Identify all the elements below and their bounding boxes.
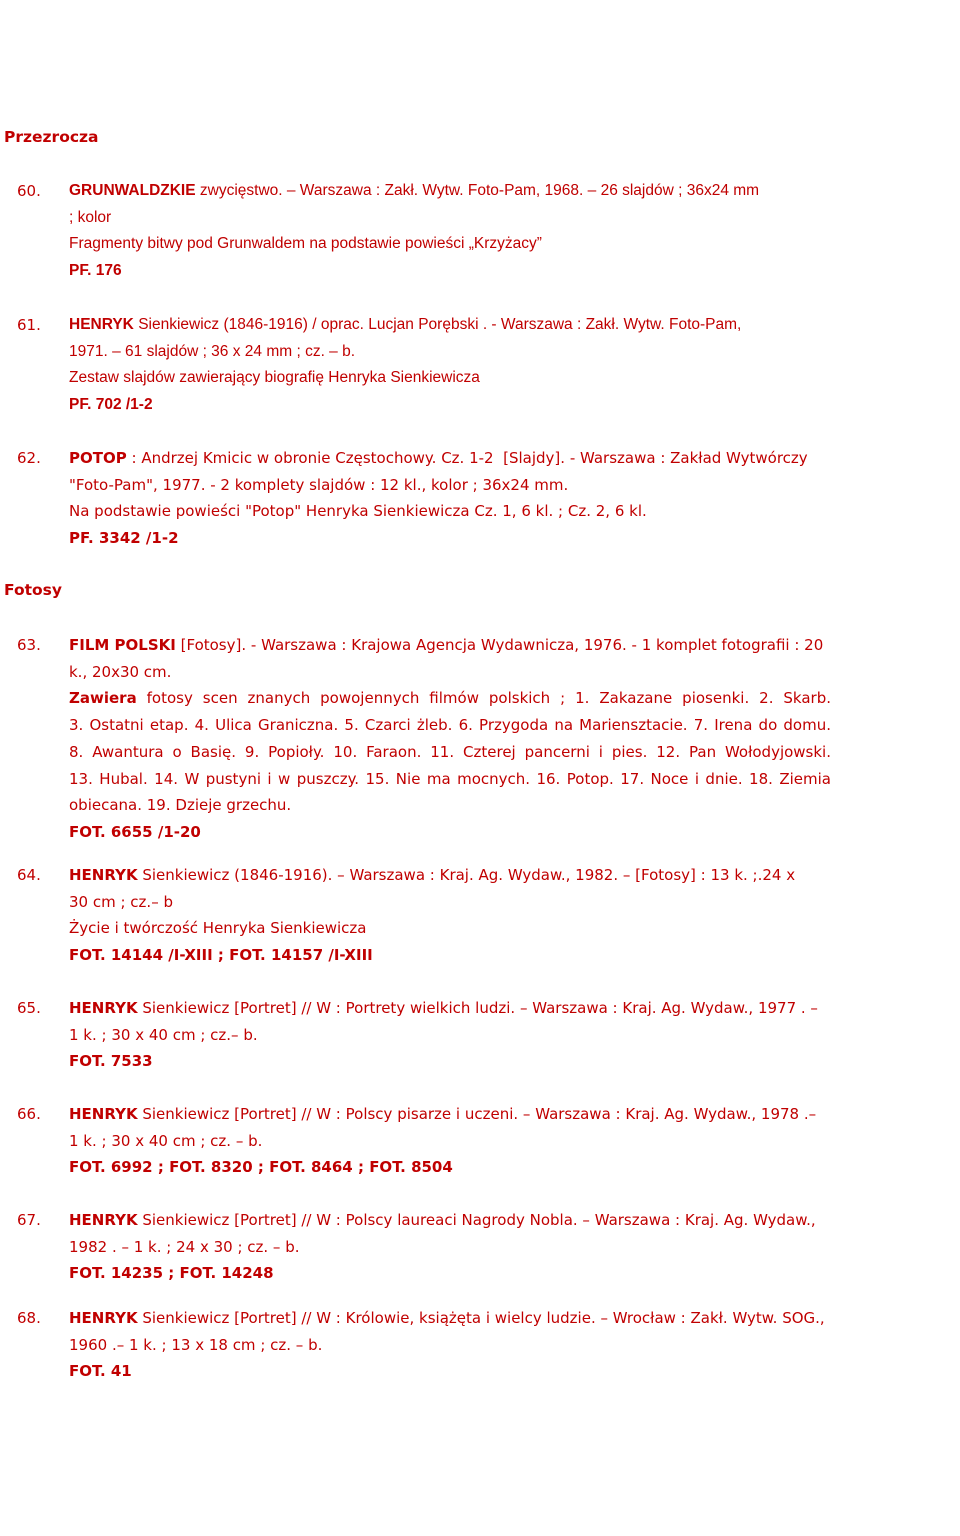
entry-description-cont: k., 20x30 cm. (69, 662, 172, 681)
entry-description: Sienkiewicz [Portret] // W : Portrety wielkich ludzi. – Warszawa : Kraj. Ag. Wydaw., 1977 . – (137, 999, 818, 1017)
entry-body (69, 1207, 831, 1287)
entry-signature: PF. 176 (69, 262, 122, 280)
entry-description: Sienkiewicz (1846-1916). – Warszawa : Kraj. Ag. Wydaw., 1982. – [Fotosy] : 13 k. ;.24 x (137, 866, 796, 884)
entry-title: HENRYK (69, 999, 138, 1017)
entry-signature: FOT. 14144 /I-XIII ; FOT. 14157 /I-XIII (69, 946, 373, 965)
entry-description-cont: ; kolor (69, 208, 112, 226)
entry-title: FILM POLSKI (69, 636, 176, 654)
entry-body (69, 632, 831, 846)
entry-number: 62. (17, 449, 41, 467)
entry-description-cont: 1982 . – 1 k. ; 24 x 30 ; cz. – b. (69, 1237, 300, 1256)
entry-signature: PF. 3342 /1-2 (69, 529, 179, 548)
entry-description-cont: 1960 .– 1 k. ; 13 x 18 cm ; cz. – b. (69, 1335, 323, 1354)
entry-body (69, 1101, 831, 1181)
entry-contents-cont: obiecana. 19. Dzieje grzechu. (69, 796, 292, 815)
section-heading-fotosy: Fotosy (4, 581, 62, 599)
entry-description: [Fotosy]. - Warszawa : Krajowa Agencja Wydawnicza, 1976. - 1 komplet fotografii : 20 (175, 636, 824, 654)
entry-body (69, 312, 831, 419)
entry-description-cont: 1 k. ; 30 x 40 cm ; cz.– b. (69, 1025, 258, 1044)
entry-description: Sienkiewicz [Portret] // W : Królowie, książęta i wielcy ludzie. – Wrocław : Zakł. Wytw. SOG., (137, 1309, 825, 1327)
entry-contents-cont: 13. Hubal. 14. W pustyni i w puszczy. 15. Nie ma mocnych. 16. Potop. 17. Noce i dnie. 18. Ziemia (69, 769, 831, 788)
entry-body (69, 1305, 831, 1385)
entry-signature: FOT. 41 (69, 1362, 132, 1381)
entry-description: zwycięstwo. – Warszawa : Zakł. Wytw. Foto-Pam, 1968. – 26 slajdów ; 36x24 mm (195, 182, 760, 199)
entry-title: POTOP (69, 449, 127, 467)
entry-description-cont: "Foto-Pam", 1977. - 2 komplety slajdów : 12 kl., kolor ; 36x24 mm. (69, 475, 569, 494)
entry-description: Sienkiewicz [Portret] // W : Polscy laureaci Nagrody Nobla. – Warszawa : Kraj. Ag. Wydaw., (137, 1211, 816, 1229)
entry-number: 66. (17, 1105, 41, 1123)
entry-title: HENRYK (69, 866, 138, 884)
entry-signature: PF. 702 /1-2 (69, 396, 153, 414)
entry-contents-label: Zawiera (69, 689, 137, 708)
entry-note: Fragmenty bitwy pod Grunwaldem na podstawie powieści „Krzyżacy” (69, 235, 542, 253)
entry-number: 65. (17, 999, 41, 1017)
entry-number: 64. (17, 866, 41, 884)
entry-title: HENRYK (69, 1211, 138, 1229)
entry-body (69, 995, 831, 1075)
section-heading-przezrocza: Przezrocza (4, 128, 99, 146)
entry-number: 63. (17, 636, 41, 654)
entry-contents-cont: 8. Awantura o Basię. 9. Popioły. 10. Faraon. 11. Czterej pancerni i pies. 12. Pan Wołodyjowski. (69, 742, 831, 761)
entry-title: HENRYK (69, 1105, 138, 1123)
entry-description: Sienkiewicz [Portret] // W : Polscy pisarze i uczeni. – Warszawa : Kraj. Ag. Wydaw., 1978 .– (137, 1105, 817, 1123)
entry-body (69, 178, 831, 285)
entry-body (69, 445, 831, 552)
entry-note: Na podstawie powieści "Potop" Henryka Sienkiewicza Cz. 1, 6 kl. ; Cz. 2, 6 kl. (69, 502, 647, 521)
entry-signature: FOT. 14235 ; FOT. 14248 (69, 1264, 274, 1283)
entry-description-cont: 1 k. ; 30 x 40 cm ; cz. – b. (69, 1131, 263, 1150)
entry-number: 68. (17, 1309, 41, 1327)
entry-note: Zestaw slajdów zawierający biografię Henryka Sienkiewicza (69, 369, 480, 387)
entry-note: Życie i twórczość Henryka Sienkiewicza (69, 919, 367, 938)
entry-number: 61. (17, 316, 41, 334)
entry-description: Sienkiewicz (1846-1916) / oprac. Lucjan Porębski . - Warszawa : Zakł. Wytw. Foto-Pam, (133, 316, 742, 333)
entry-title: HENRYK (69, 316, 134, 333)
entry-title: GRUNWALDZKIE (69, 182, 196, 199)
entry-contents: fotosy scen znanych powojennych filmów polskich ; 1. Zakazane piosenki. 2. Skarb. (136, 689, 831, 708)
entry-number: 60. (17, 182, 41, 200)
entry-description: : Andrzej Kmicic w obronie Częstochowy. Cz. 1-2 [Slajdy]. - Warszawa : Zakład Wytwórczy (126, 449, 808, 467)
entry-number: 67. (17, 1211, 41, 1229)
entry-contents-cont: 3. Ostatni etap. 4. Ulica Graniczna. 5. Czarci żleb. 6. Przygoda na Mariensztacie. 7. Irena do domu. (69, 716, 831, 735)
entry-signature: FOT. 6655 /1-20 (69, 822, 201, 841)
entry-description-cont: 30 cm ; cz.– b (69, 892, 173, 911)
entry-description-cont: 1971. – 61 slajdów ; 36 x 24 mm ; cz. – b. (69, 342, 356, 360)
entry-body (69, 862, 831, 969)
entry-title: HENRYK (69, 1309, 138, 1327)
entry-signature: FOT. 7533 (69, 1052, 153, 1071)
entry-signature: FOT. 6992 ; FOT. 8320 ; FOT. 8464 ; FOT. 8504 (69, 1158, 453, 1177)
